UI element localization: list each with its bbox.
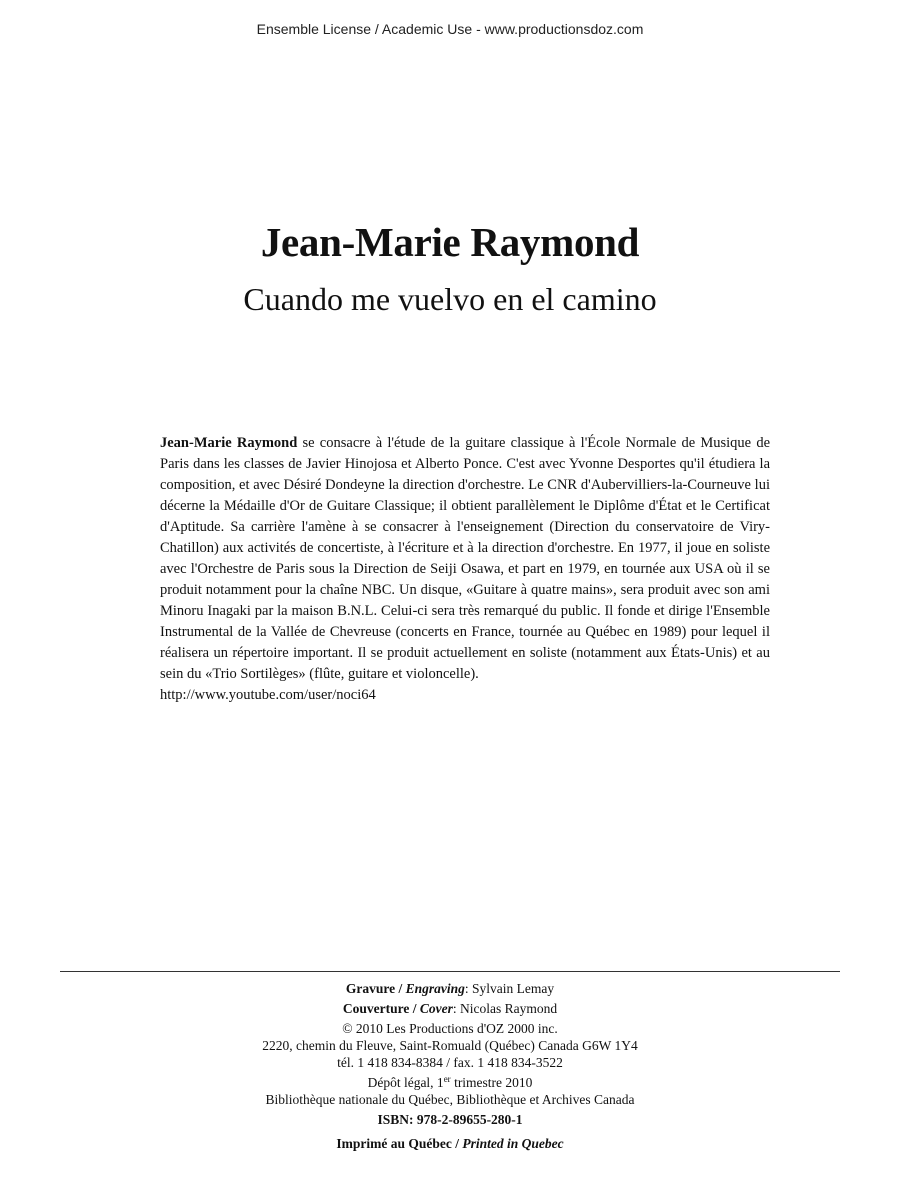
work-title: Cuando me vuelvo en el camino	[243, 281, 657, 317]
couverture-label: Couverture	[342, 1001, 410, 1016]
engraver-name: : Sylvain Lemay	[464, 981, 555, 996]
libraries: Bibliothèque nationale du Québec, Bibliothèque et Archives Canada	[265, 1092, 635, 1107]
bio-lead-name: Jean-Marie Raymond	[160, 435, 298, 451]
legal-deposit: Dépôt légal, 1er trimestre 2010	[367, 1074, 533, 1090]
biography	[160, 433, 770, 706]
credits-block	[0, 980, 900, 1152]
printed-en: Printed in Quebec	[462, 1136, 564, 1151]
cover-artist: : Nicolas Raymond	[452, 1001, 558, 1016]
printed-fr: Imprimé au Québec	[336, 1136, 452, 1151]
copyright: © 2010 Les Productions d'OZ 2000 inc.	[342, 1021, 558, 1036]
engraving-credit: Gravure / Engraving: Sylvain Lemay	[345, 981, 555, 996]
isbn: ISBN: 978-2-89655-280-1	[377, 1112, 523, 1127]
gravure-label: Gravure	[345, 981, 396, 996]
youtube-link[interactable]: http://www.youtube.com/user/noci64	[160, 687, 376, 703]
printed-in: Imprimé au Québec / Printed in Quebec	[336, 1136, 564, 1151]
cover-credit: Couverture / Cover: Nicolas Raymond	[342, 1001, 558, 1016]
publisher-address: 2220, chemin du Fleuve, Saint-Romuald (Québec) Canada G6W 1Y4	[262, 1038, 638, 1053]
footer-divider	[60, 971, 840, 972]
engraving-label: Engraving	[405, 981, 465, 996]
cover-label: Cover	[419, 1001, 453, 1016]
license-header: Ensemble License / Academic Use - www.productionsdoz.com	[256, 21, 644, 37]
publisher-phone: tél. 1 418 834-8384 / fax. 1 418 834-3522	[337, 1055, 563, 1070]
composer-name: Jean-Marie Raymond	[260, 219, 640, 265]
bio-text: se consacre à l'étude de la guitare classique à l'École Normale de Musique de Paris dans les classes de Javier Hinojosa et Alberto Ponce. C'est avec Yvonne Desportes qu'il étudiera la composition, et avec Désiré Dondeyne la direction d'orchestre. Le CNR d'Aubervilliers-la-Courneuve lui décerne la Médaille d'Or de Guitare Classique; il obtient parallèlement le Diplôme d'État et le Certificat d'Aptitude. Sa carrière l'amène à se consacrer à l'enseignement (Direction du conservatoire de Viry-Chatillon) aux activités de concertiste, à l'écriture et à la direction d'orchestre. En 1977, il joue en soliste avec l'Orchestre de Paris sous la Direction de Seiji Osawa, et part en 1979, en tournée aux USA où il se produit notamment pour la chaîne NBC. Un disque, «Guitare à quatre mains», sera produit avec son ami Minoru Inagaki par la maison B.N.L. Celui-ci sera très remarqué du public. Il fonde et dirige l'Ensemble Instrumental de la Vallée de Chevreuse (concerts en France, tournée au Québec en 1989) pour lequel il réalisera un répertoire important. Il se produit actuellement en soliste (notamment aux États-Unis) et au sein du «Trio Sortilèges» (flûte, guitare et violoncelle).	[160, 435, 771, 682]
